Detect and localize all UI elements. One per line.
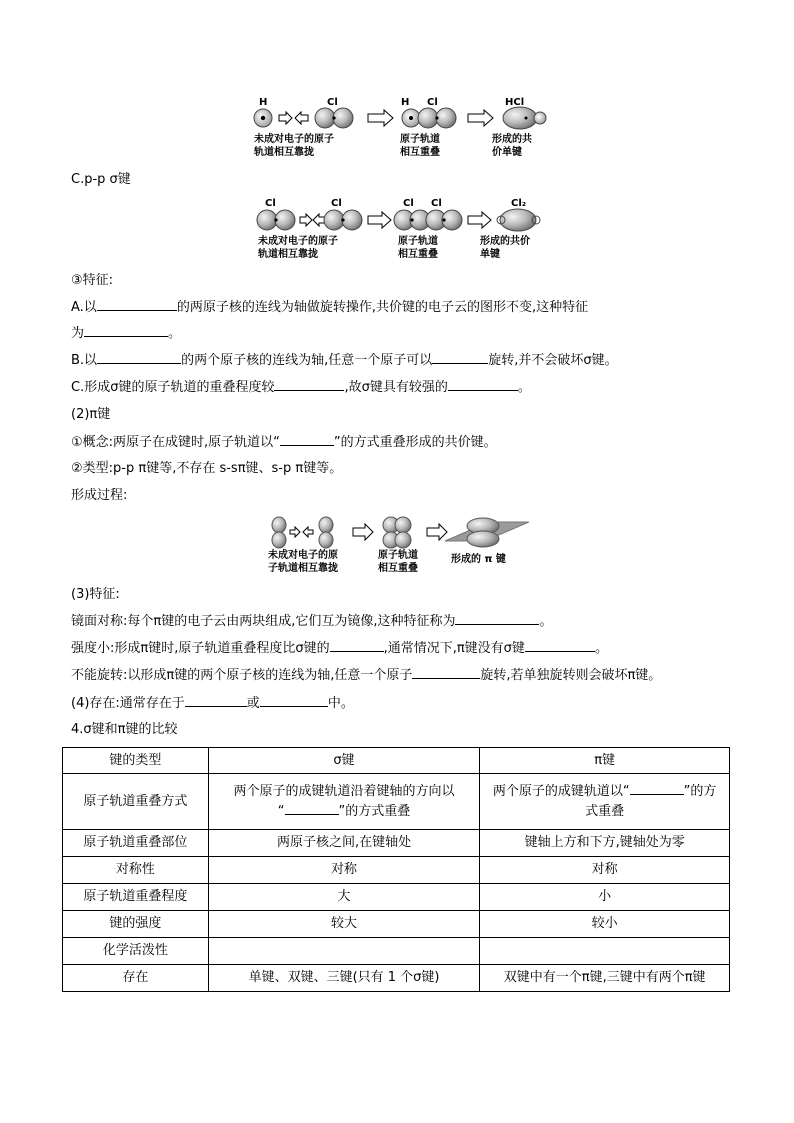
feature-b-line: B.以 的两个原子核的连线为轴,任意一个原子可以 旋转,并不会破坏σ键。	[71, 353, 618, 368]
blank-b2[interactable]	[432, 351, 488, 364]
blank-c1[interactable]	[274, 378, 344, 391]
table-row	[63, 965, 730, 992]
pi-type-line: ②类型:p-p π键等,不存在 s-sπ键、s-p π键等。	[71, 461, 343, 476]
sigma-pi-comparison-table	[62, 747, 730, 992]
table-row-label: 原子轨道重叠部位	[63, 830, 209, 857]
table-header-cell: σ键	[208, 748, 480, 774]
table-cell: 对称	[208, 857, 480, 884]
weak-strength-line: 强度小:形成π键时,原子轨道重叠程度比σ键的 ,通常情况下,π键没有σ键 。	[71, 641, 608, 656]
table-row-label: 原子轨道重叠程度	[63, 884, 209, 911]
table-row	[63, 830, 730, 857]
cl2-step1-caption: 未成对电子的原子 轨道相互靠拢	[258, 236, 338, 260]
cl-label-b: Cl	[331, 198, 342, 209]
table-header-cell: π键	[480, 748, 730, 774]
table-row-label: 对称性	[63, 857, 209, 884]
table-cell[interactable]	[208, 938, 480, 965]
table-row	[63, 884, 730, 911]
table-cell: 双键中有一个π键,三键中有两个π键	[480, 965, 730, 992]
table-cell: 小	[480, 884, 730, 911]
table-cell: 较小	[480, 911, 730, 938]
pi-step3-caption: 形成的 π 键	[451, 554, 506, 565]
feature-3-title: ③特征:	[71, 273, 114, 288]
h-atom-label: H	[259, 97, 268, 108]
table-cell: 两个原子的成键轨道沿着键轴的方向以 “ ”的方式重叠	[208, 774, 480, 830]
table-row-label: 原子轨道重叠方式	[63, 774, 209, 830]
table-row	[63, 857, 730, 884]
table-cell[interactable]	[480, 938, 730, 965]
h-atom-label-2: H	[401, 97, 410, 108]
hcl-step2-caption: 原子轨道 相互重叠	[400, 134, 440, 158]
hcl-diagram-graphics	[250, 106, 550, 132]
table-row	[63, 938, 730, 965]
blank-mirror[interactable]	[455, 612, 539, 625]
cl2-molecule-label: Cl₂	[511, 198, 527, 209]
hcl-step1-caption: 未成对电子的原子 轨道相互靠拢	[254, 134, 334, 158]
cl-label-c: Cl	[403, 198, 414, 209]
table-row-label: 化学活泼性	[63, 938, 209, 965]
pi-process-label: 形成过程:	[71, 488, 128, 503]
feature-a-line-2: 为 。	[71, 326, 182, 341]
pi-features-title: (3)特征:	[71, 587, 120, 602]
cl-atom-label: Cl	[327, 97, 338, 108]
table-cell: 较大	[208, 911, 480, 938]
blank-pi-concept[interactable]	[280, 433, 334, 446]
blank-norot[interactable]	[412, 666, 480, 679]
table-cell: 两原子核之间,在键轴处	[208, 830, 480, 857]
blank-a1[interactable]	[97, 298, 177, 311]
comparison-title: 4.σ键和π键的比较	[71, 722, 178, 737]
blank-exist-1[interactable]	[185, 694, 247, 707]
table-cell: 大	[208, 884, 480, 911]
pi-bond-title: (2)π键	[71, 407, 111, 422]
table-cell: 两个原子的成键轨道以“ ”的方 式重叠	[480, 774, 730, 830]
hcl-molecule-label: HCl	[505, 97, 525, 108]
pi-step2-caption: 原子轨道 相互重叠	[378, 550, 418, 574]
blank-table-sigma[interactable]	[285, 802, 339, 815]
blank-weak-2[interactable]	[525, 639, 595, 652]
pi-step1-caption: 未成对电子的原 子轨道相互靠拢	[268, 550, 338, 574]
table-row-label: 存在	[63, 965, 209, 992]
cl2-step3-caption: 形成的共价 单键	[480, 236, 530, 260]
mirror-symmetry-line: 镜面对称:每个π键的电子云由两块组成,它们互为镜像,这种特征称为 。	[71, 614, 553, 629]
cl2-diagram-graphics	[252, 207, 542, 233]
cl-label-d: Cl	[431, 198, 442, 209]
feature-c-line: C.形成σ键的原子轨道的重叠程度较 ,故σ键具有较强的 。	[71, 380, 531, 395]
table-header-row	[63, 748, 730, 774]
table-cell: 单键、双键、三键(只有 1 个σ键)	[208, 965, 480, 992]
blank-a2[interactable]	[84, 324, 168, 337]
table-cell: 对称	[480, 857, 730, 884]
table-cell: 键轴上方和下方,键轴处为零	[480, 830, 730, 857]
pi-concept-line: ①概念:两原子在成键时,原子轨道以“ ”的方式重叠形成的共价键。	[71, 435, 497, 450]
table-row	[63, 911, 730, 938]
blank-exist-2[interactable]	[260, 694, 328, 707]
blank-b1[interactable]	[97, 351, 181, 364]
table-header-cell: 键的类型	[63, 748, 209, 774]
cl2-step2-caption: 原子轨道 相互重叠	[398, 236, 438, 260]
blank-c2[interactable]	[448, 378, 518, 391]
cl-atom-label-2: Cl	[427, 97, 438, 108]
existence-line: (4)存在:通常存在于 或 中。	[71, 696, 354, 711]
hcl-step3-caption: 形成的共 价单键	[492, 134, 532, 158]
table-row	[63, 774, 730, 830]
blank-table-pi[interactable]	[630, 782, 684, 795]
feature-a-line: A.以 的两原子核的连线为轴做旋转操作,共价键的电子云的图形不变,这种特征	[71, 300, 589, 315]
section-c-title: C.p-p σ键	[71, 172, 131, 187]
pi-diagram-graphics	[267, 514, 529, 550]
cl-label-a: Cl	[265, 198, 276, 209]
table-row-label: 键的强度	[63, 911, 209, 938]
blank-weak-1[interactable]	[330, 639, 384, 652]
no-rotation-line: 不能旋转:以形成π键的两个原子核的连线为轴,任意一个原子 旋转,若单独旋转则会破坏π键。	[71, 668, 662, 683]
